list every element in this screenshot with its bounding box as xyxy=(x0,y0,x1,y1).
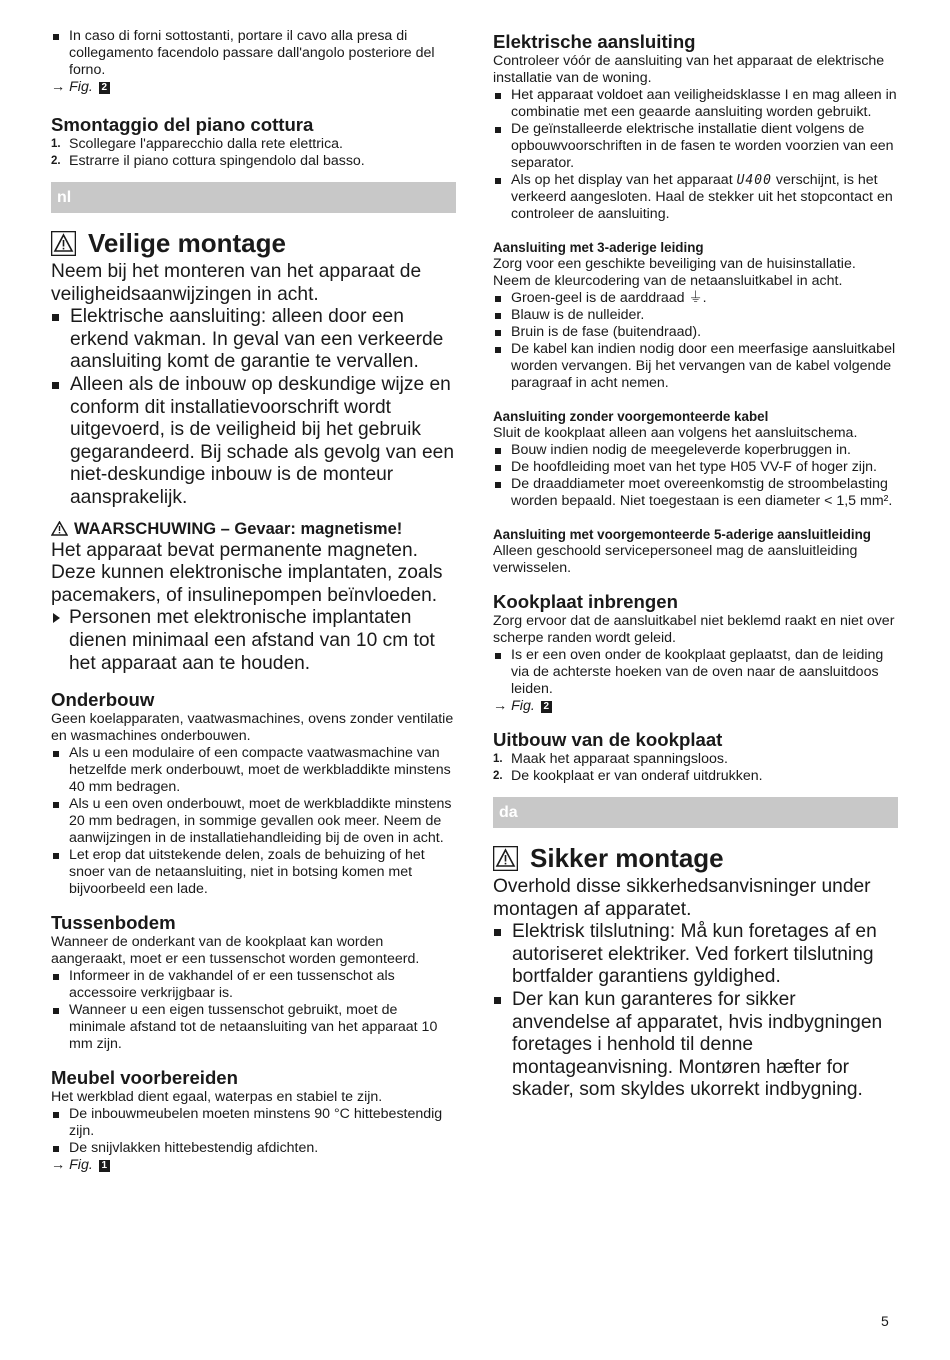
list-item: Blauw is de nulleider. xyxy=(493,307,898,324)
list-item xyxy=(51,136,456,153)
display-text-post: verschijnt, is het verkeerd aangesloten. Haal de stekker uit het stopcontact en controleer de aansluiting. xyxy=(511,172,893,222)
section-text: Neem de kleurcodering van de netaansluitkabel in acht. xyxy=(493,273,843,289)
drie-bullet-list xyxy=(493,290,898,392)
section-title-text: Veilige montage xyxy=(88,228,286,258)
section-title: Meubel voorbereiden xyxy=(51,1067,239,1089)
warning-icon xyxy=(493,846,518,871)
section-text: Zorg ervoor dat de aansluitkabel niet beklemd raakt en niet over scherpe randen wordt geleid. xyxy=(493,613,895,646)
section-title: Onderbouw xyxy=(51,689,155,711)
warning-title: WAARSCHUWING – Gevaar: magnetisme! xyxy=(74,519,403,538)
list-item: De draaddiameter moet overeenkomstig de stroombelasting worden bepaald. Niet toegestaan is een diameter < 1,5 mm². xyxy=(493,476,898,510)
section-title: Tussenbodem xyxy=(51,912,176,934)
figure-reference xyxy=(493,698,898,715)
list-item: Let erop dat uitstekende delen, zoals de behuizing of het snoer van de netaansluiting, niet in botsing komen met bijvoorbeeld een lade. xyxy=(51,847,456,898)
step-number: 2. xyxy=(51,155,61,167)
list-item: Alleen als de inbouw op deskundige wijze en conform dit installatievoorschrift wordt uitgevoerd, is de veiligheid bij het gebruik gegarandeerd. Bij schade als gevolg van een niet-deskundige inbouw is de monteur aansprakelijk. xyxy=(51,374,456,510)
display-text-pre: Als op het display van het apparaat xyxy=(511,172,733,188)
section-title: Uitbouw van de kookplaat xyxy=(493,729,723,750)
warning-text: Het apparaat bevat permanente magneten. Deze kunnen elektronische implantaten, zoals pacemakers, of insulinepompen beïnvloeden. xyxy=(51,539,443,606)
figure-reference xyxy=(51,1157,456,1174)
step-number: 2. xyxy=(493,770,503,782)
figure-number: 1 xyxy=(99,1160,110,1172)
figure-number: 2 xyxy=(541,701,552,713)
zonder-bullet-list xyxy=(493,442,898,510)
figure-label: → Fig. xyxy=(493,698,535,714)
intro-bullet-list xyxy=(51,28,456,79)
step-text: Maak het apparaat spanningsloos. xyxy=(511,751,728,767)
list-item: Wanneer u een eigen tussenschot gebruikt, moet de minimale afstand tot de netaansluiting van het apparaat 10 mm zijn. xyxy=(51,1002,456,1053)
section-text: Wanneer de onderkant van de kookplaat kan worden aangeraakt, moet er een tussenschot worden gemonteerd. xyxy=(51,934,420,968)
section-text: Zorg voor een geschikte beveiliging van de huisinstallatie. xyxy=(493,256,856,272)
figure-label: → Fig. xyxy=(51,1157,93,1174)
step-number: 1. xyxy=(51,138,61,150)
page-number: 5 xyxy=(881,1313,889,1329)
list-item: Elektrische aansluiting: alleen door een erkend vakman. In geval van een verkeerde aansluiting komt de garantie te vervallen. xyxy=(51,306,456,374)
warning-action xyxy=(51,607,456,675)
list-item xyxy=(493,172,898,223)
list-item: Groen-geel is de aarddraad ⏚. xyxy=(493,290,898,307)
section-text: Geen koelapparaten, vaatwasmachines, ovens zonder ventilatie en wasmachines onderbouwen. xyxy=(51,711,454,745)
step-text: Estrarre il piano cottura spingendolo dal basso. xyxy=(69,153,365,169)
list-item: De geïnstalleerde elektrische installatie dient volgens de opbouwvoorschriften in de fasen te worden voorzien van een separator. xyxy=(493,121,898,172)
step-list xyxy=(493,751,898,785)
list-item: Als u een modulaire of een compacte vaatwasmachine van hetzelfde merk onderbouwt, moet de werkbladdikte minstens 40 mm bedragen. xyxy=(51,745,456,796)
list-item: Als u een oven onderbouwt, moet de werkbladdikte minstens 20 mm bedragen, in sommige gevallen ook meer. Neem de aanwijzingen in de installatiehandleiding bij de oven in acht. xyxy=(51,796,456,847)
section-title: Smontaggio del piano cottura xyxy=(51,114,314,135)
sikker-bullet-list xyxy=(493,921,898,1102)
onderbouw-bullet-list xyxy=(51,745,456,898)
section-text: Het werkblad dient egaal, waterpas en stabiel te zijn. xyxy=(51,1089,383,1106)
list-item: Het apparaat voldoet aan veiligheidsklasse I en mag alleen in combinatie met een geaarde aansluiting worden gebruikt. xyxy=(493,87,898,121)
list-item: Bruin is de fase (buitendraad). xyxy=(493,324,898,341)
step-text: De kookplaat er van onderaf uitdrukken. xyxy=(511,768,763,784)
list-item: In caso di forni sottostanti, portare il cavo alla presa di collegamento facendolo passare dall'angolo posteriore del forno. xyxy=(51,28,456,79)
section-text: Alleen geschoold servicepersoneel mag de aansluitleiding verwisselen. xyxy=(493,543,858,576)
warning-triangle-icon xyxy=(51,521,68,536)
list-item xyxy=(493,751,898,768)
list-item: Elektrisk tilslutning: Må kun foretages af en autoriseret elektriker. Ved forkert tilslutning bortfalder garantiens gyldighed. xyxy=(493,921,898,989)
step-text: Scollegare l'apparecchio dalla rete elettrica. xyxy=(69,136,344,152)
warning-heading xyxy=(51,518,456,540)
list-item xyxy=(51,153,456,170)
inbrengen-bullet-list xyxy=(493,647,898,698)
safety-bullet-list xyxy=(51,306,456,509)
list-item: De inbouwmeubelen moeten minstens 90 °C hittebestendig zijn. xyxy=(51,1106,456,1140)
display-code: U400 xyxy=(736,173,772,188)
section-text: Controleer vóór de aansluiting van het apparaat de elektrische installatie van de woning. xyxy=(493,53,885,86)
list-item: De hoofdleiding moet van het type H05 VV-F of hoger zijn. xyxy=(493,459,898,476)
section-title-sikker xyxy=(493,842,898,874)
meubel-bullet-list xyxy=(51,1106,456,1157)
list-item: Bouw indien nodig de meegeleverde koperbruggen in. xyxy=(493,442,898,459)
step-number: 1. xyxy=(493,753,503,765)
figure-label: → Fig. xyxy=(51,79,93,95)
figure-reference xyxy=(51,79,456,96)
warning-action-text: Personen met elektronische implantaten dienen minimaal een afstand van 10 cm tot het apparaat aan te houden. xyxy=(69,607,435,674)
list-item xyxy=(493,768,898,785)
subsection-title: Aansluiting zonder voorgemonteerde kabel xyxy=(493,409,769,424)
right-column xyxy=(493,31,898,1102)
list-item: Is er een oven onder de kookplaat geplaatst, dan de leiding via de achterste hoeken van de oven naar de aansluitdoos leiden. xyxy=(493,647,898,698)
list-item: Informeer in de vakhandel of er een tussenschot als accessoire verkrijgbaar is. xyxy=(51,968,456,1002)
step-list xyxy=(51,136,456,170)
action-arrow-icon xyxy=(53,613,60,623)
language-bar-da: da xyxy=(493,797,898,828)
list-item: De kabel kan indien nodig door een meerfasige aansluitkabel worden vervangen. Bij het vervangen van de kabel volgende paragraaf in acht nemen. xyxy=(493,341,898,392)
elektrische-bullet-list xyxy=(493,87,898,223)
section-title-veilige xyxy=(51,227,456,259)
subsection-title: Aansluiting met voorgemonteerde 5-aderige aansluitleiding xyxy=(493,527,871,542)
section-title: Kookplaat inbrengen xyxy=(493,591,678,612)
language-bar-nl: nl xyxy=(51,182,456,213)
section-title: Elektrische aansluiting xyxy=(493,31,696,52)
left-column xyxy=(51,28,456,1174)
intro-text: Neem bij het monteren van het apparaat de veiligheidsaanwijzingen in acht. xyxy=(51,261,422,305)
list-item: De snijvlakken hittebestendig afdichten. xyxy=(51,1140,456,1157)
list-item: Der kan kun garanteres for sikker anvendelse af apparatet, hvis indbygningen foretages i henhold til denne montageanvisning. Montøren hæfter for skader, som skyldes ukorrekt indbygning. xyxy=(493,989,898,1102)
subsection-title: Aansluiting met 3-aderige leiding xyxy=(493,240,704,255)
warning-icon xyxy=(51,231,76,256)
tussenbodem-bullet-list xyxy=(51,968,456,1053)
section-title-text: Sikker montage xyxy=(530,843,724,873)
section-text: Sluit de kookplaat alleen aan volgens het aansluitschema. xyxy=(493,425,858,441)
figure-number: 2 xyxy=(99,82,110,94)
intro-text: Overhold disse sikkerhedsanvisninger under montagen af apparatet. xyxy=(493,876,871,920)
